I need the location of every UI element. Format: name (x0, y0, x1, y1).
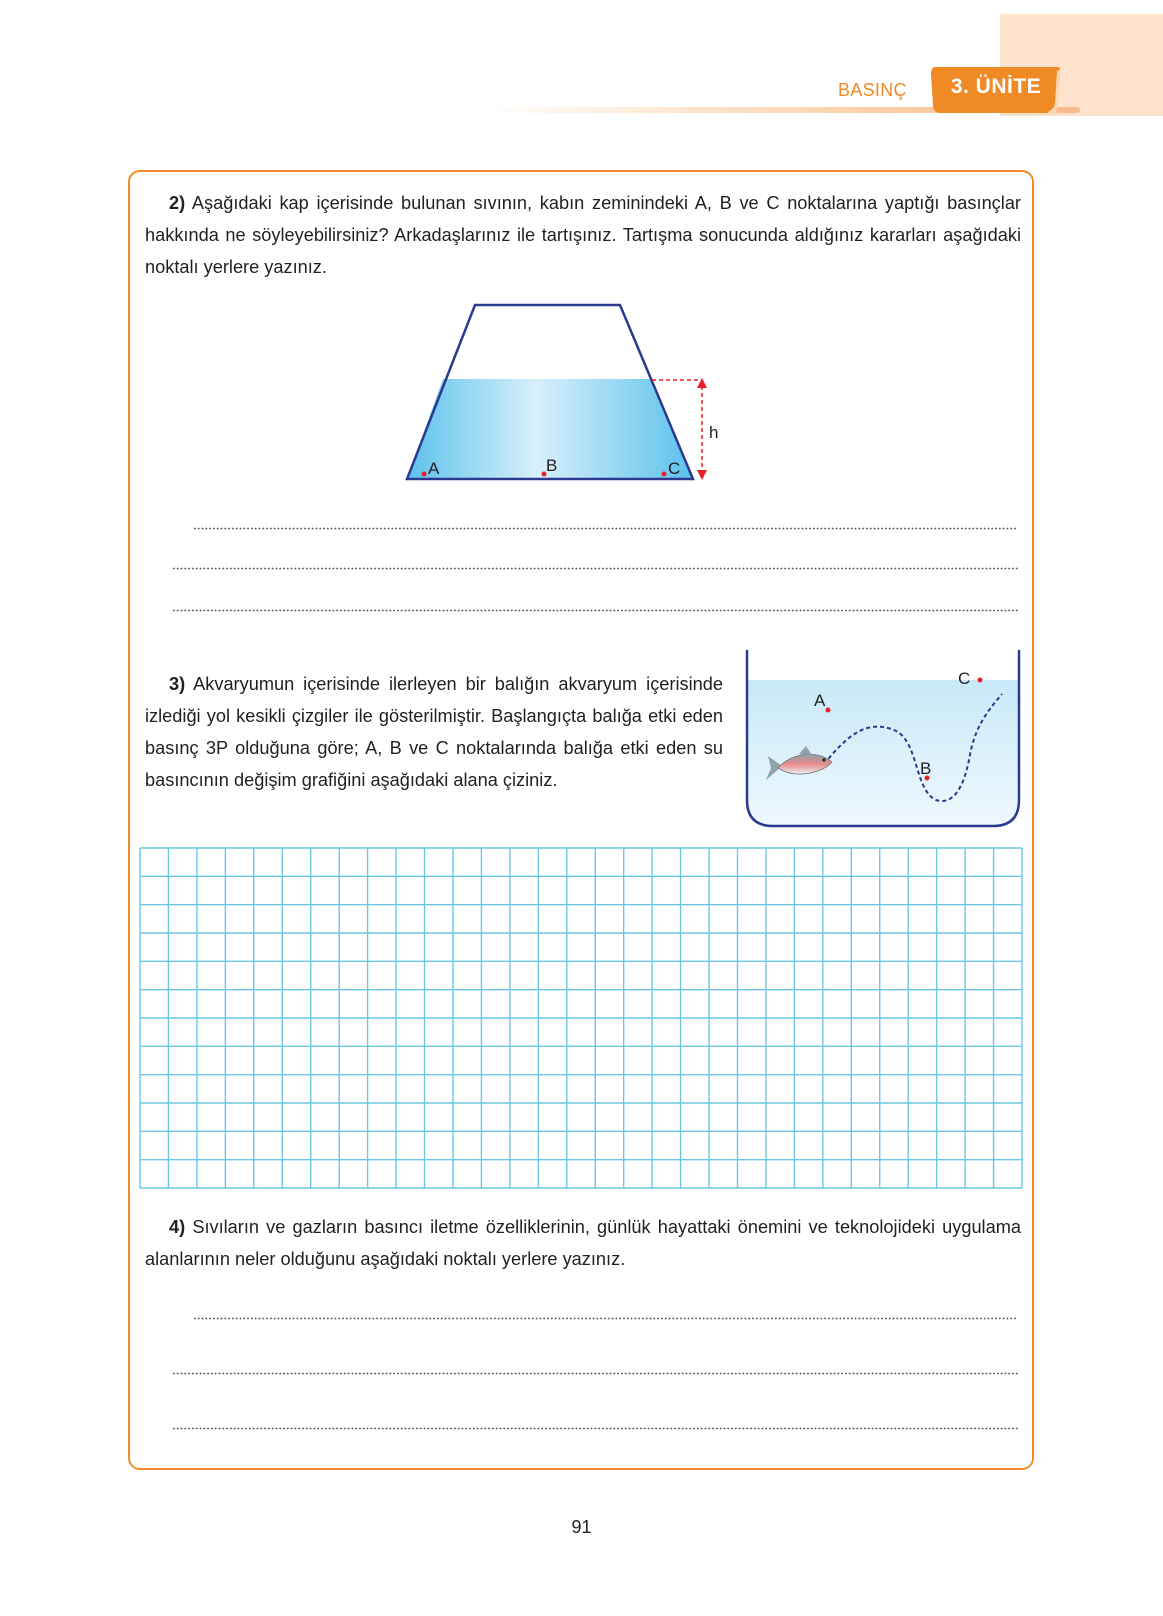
answer-line-q4-2[interactable] (172, 1372, 1018, 1375)
point-c-dot (662, 472, 667, 477)
question-4 (145, 1211, 1021, 1275)
point-a-label: A (428, 459, 440, 478)
point-c-label: C (668, 459, 681, 478)
answer-line-q2-1[interactable] (193, 527, 1018, 530)
question-3 (145, 668, 723, 796)
question-2-text: Aşağıdaki kap içerisinde bulunan sıvının, kabın zeminindeki A, B ve C noktalarına yaptığı basınçlar hakkında ne söyleyebilirsiniz? Arkadaşlarınız ile tartışınız. Tartışma sonucunda aldığınız kararları aşağıdaki noktalı yerlere yazınız. (145, 193, 1021, 277)
arrow-down-icon (697, 470, 707, 480)
page-number: 91 (571, 1517, 592, 1537)
fish-point-c-dot (978, 678, 983, 683)
question-4-text: Sıvıların ve gazların basıncı iletme özelliklerinin, günlük hayattaki önemini ve teknolojideki uygulama alanlarının neler olduğunu aşağıdaki noktalı yerlere yazınız. (145, 1217, 1021, 1269)
question-3-number: 3) (169, 674, 186, 694)
point-a-dot (422, 472, 427, 477)
section-title: BASINÇ (838, 80, 907, 100)
fish-point-c-label: C (958, 669, 971, 688)
fish-point-b-label: B (920, 759, 932, 778)
unit-badge (931, 65, 1061, 115)
answer-line-q4-3[interactable] (172, 1427, 1018, 1430)
fish-point-a-label: A (814, 691, 826, 710)
height-label: h (709, 423, 719, 442)
aquarium-diagram (744, 640, 1034, 840)
container-diagram (400, 300, 800, 510)
answer-line-q4-1[interactable] (193, 1317, 1018, 1320)
question-2-number: 2) (169, 193, 186, 213)
question-2 (145, 187, 1021, 283)
point-b-label: B (546, 456, 558, 475)
question-3-text: Akvaryumun içerisinde ilerleyen bir balığın akvaryum içerisinde izlediği yol kesikli çizgiler ile gösterilmiştir. Başlangıçta balığa etki eden basınç 3P olduğuna göre; A, B ve C noktalarında balığa etki eden su basıncının değişim grafiğini aşağıdaki alana çiziniz. (145, 674, 723, 790)
unit-label: 3. ÜNİTE (950, 75, 1042, 98)
fish-point-a-dot (826, 708, 831, 713)
drawing-grid[interactable] (139, 847, 1023, 1189)
question-4-number: 4) (169, 1217, 186, 1237)
aquarium-water (747, 680, 1019, 826)
answer-line-q2-2[interactable] (172, 567, 1018, 570)
arrow-up-icon (697, 378, 707, 388)
answer-line-q2-3[interactable] (172, 609, 1018, 612)
